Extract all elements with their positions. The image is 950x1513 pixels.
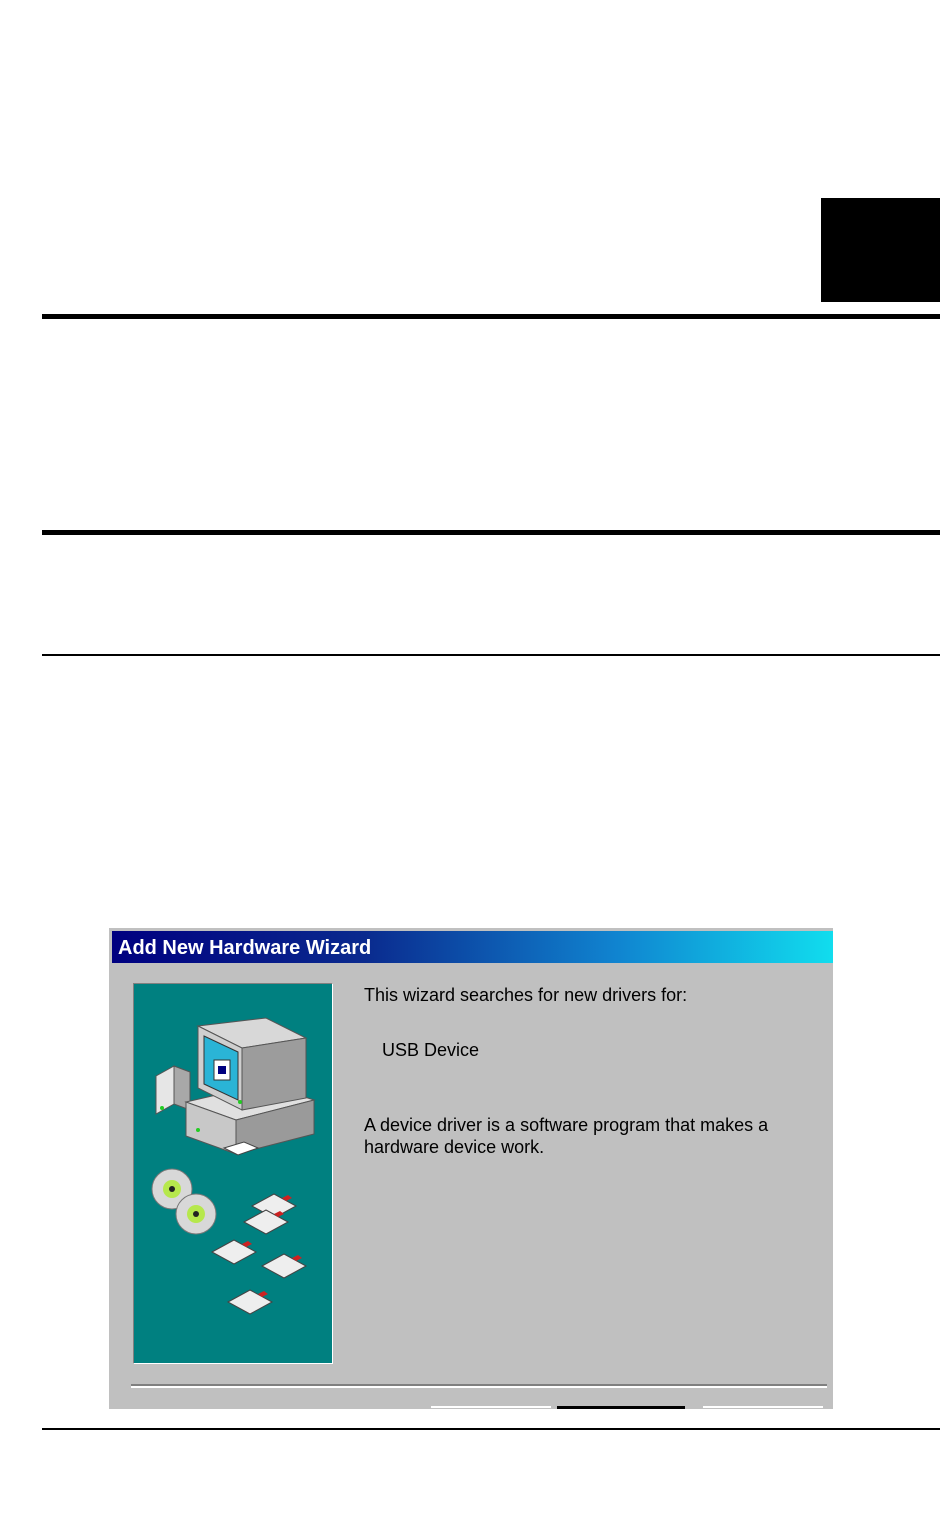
horizontal-rule [42,1428,940,1430]
title-bar[interactable] [112,931,833,963]
back-button[interactable] [431,1406,551,1409]
device-name: USB Device [382,1040,480,1060]
horizontal-rule [42,654,940,656]
next-button[interactable] [557,1406,685,1409]
computer-with-disks-icon [134,984,332,1363]
cancel-button[interactable] [703,1406,823,1409]
intro-text: This wizard searches for new drivers for: [364,985,688,1005]
separator-line [131,1384,827,1388]
add-new-hardware-wizard-dialog [108,927,833,1409]
chapter-tab-marker [821,198,940,302]
dialog-title: Add New Hardware Wizard [118,937,372,959]
horizontal-rule [42,314,940,319]
driver-description: A device driver is a software program that makes a hardware device work. [364,1115,769,1157]
wizard-illustration [133,983,333,1364]
horizontal-rule [42,530,940,535]
